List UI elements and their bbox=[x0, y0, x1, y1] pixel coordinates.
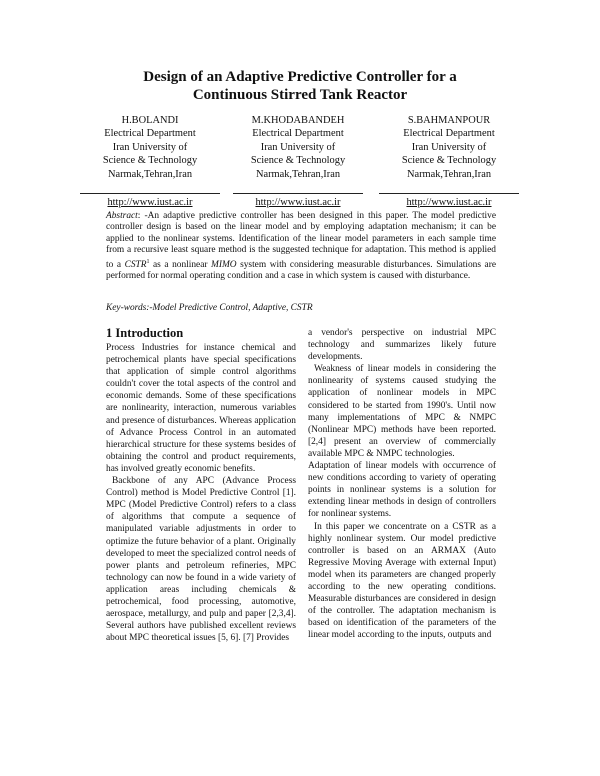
author-department: Electrical Department bbox=[403, 128, 495, 140]
author-url-link[interactable]: http://www.iust.ac.ir bbox=[379, 193, 519, 209]
abstract-footnote-mark: 1 bbox=[146, 258, 150, 265]
author-university-2: Science & Technology bbox=[401, 155, 497, 167]
abstract-mimo: MIMO bbox=[211, 259, 237, 270]
author-url-link[interactable]: http://www.iust.ac.ir bbox=[80, 193, 220, 209]
abstract-text-3: system with considering measurable disturbances. Simulations are performed for normal operating condition and a case in which system is caused with disturbance. bbox=[106, 259, 496, 282]
author-university-2: Science & Technology bbox=[102, 155, 198, 167]
author-department: Electrical Department bbox=[252, 128, 344, 140]
author-university: Iran University of bbox=[260, 141, 336, 153]
section-heading: 1 Introduction bbox=[106, 326, 184, 340]
title-line-1: Design of an Adaptive Predictive Controller for a bbox=[143, 69, 457, 85]
abstract-text-2: as a nonlinear bbox=[149, 259, 212, 270]
author-city: Narmak,Tehran,Iran bbox=[107, 168, 193, 180]
paragraph: Backbone of any APC (Advance Process Control) method is Model Predictive Control [1]. MPC (Model Predictive Control) refers to a class of algorithms that compute a sequence of manipulated variable adjustments in order to optimize the future behavior of a plant. Originally developed to meet the specialized control needs of power plants and petroleum refineries, MPC technology can now be found in a wide variety of application areas including chemicals & petrochemical, food processing, automotive, aerospace, metallurgy, and pulp and paper [2,3,4]. Several authors have published excellent reviews about MPC theoretical issues [5, 6]. [7] Provides bbox=[106, 476, 296, 644]
author-name: S.BAHMANPOUR bbox=[407, 115, 491, 126]
author-block-1 bbox=[80, 114, 220, 209]
paragraph: Weakness of linear models in considering the nonlinearity of systems caused studying the application of nonlinear models in MPC considered to be started from 1990's. Until now many implementations of MPC & NMPC (Nonlinear MPC) methods have been reported. [2,4] present an overview of commercially available MPC & NMPC technologies. bbox=[308, 364, 496, 459]
author-block-3 bbox=[379, 114, 519, 209]
author-url-link[interactable]: http://www.iust.ac.ir bbox=[233, 193, 363, 209]
abstract bbox=[106, 211, 496, 283]
abstract-text: : -An adaptive predictive controller has been designed in this paper. The model predictive controller design is based on the linear model and by employing adaptation mechanism; it can be applied to the nonlinear systems. Identification of the linear model parameters in each sample time from a recursive least square method is the suggested technique for adaptation. This method is applied to a bbox=[106, 211, 496, 270]
author-university: Iran University of bbox=[411, 141, 487, 153]
left-column bbox=[106, 326, 296, 644]
paragraph: a vendor's perspective on industrial MPC technology and summarizes likely future developments. bbox=[308, 328, 496, 363]
author-name: M.KHODABANDEH bbox=[251, 115, 345, 126]
paragraph: Adaptation of linear models with occurrence of new conditions according to variety of operating points in nonlinear systems is a solution for extending linear methods in design of controllers for nonlinear systems. bbox=[308, 461, 496, 520]
abstract-cstr: CSTR bbox=[124, 259, 147, 270]
abstract-label: Abstract bbox=[106, 211, 138, 221]
author-name: H.BOLANDI bbox=[121, 115, 179, 126]
paper-title bbox=[100, 68, 500, 104]
keywords: Key-words:-Model Predictive Control, Adaptive, CSTR bbox=[106, 303, 313, 313]
right-column bbox=[308, 327, 496, 641]
author-department: Electrical Department bbox=[104, 128, 196, 140]
author-university-2: Science & Technology bbox=[250, 155, 346, 167]
paragraph: Process Industries for instance chemical and petrochemical plants have special specifications that application of simple control algorithms couldn't cover the total aspects of the control and economic demands. Some of these specifications are nonlinearity, interaction, numerous variables and presence of disturbances. Whereas application of Advance Process Control in an automated hierarchical structure for these systems besides of obtaining the control and product requirements, has involved greatly economic benefits. bbox=[106, 343, 296, 474]
author-university: Iran University of bbox=[112, 141, 188, 153]
author-block-2 bbox=[228, 114, 368, 209]
author-city: Narmak,Tehran,Iran bbox=[255, 168, 341, 180]
author-city: Narmak,Tehran,Iran bbox=[406, 168, 492, 180]
paragraph: In this paper we concentrate on a CSTR as a highly nonlinear system. Our model predictive controller is based on an ARMAX (Auto Regressive Moving Average with external Input) model when its parameters are changed properly according to the new operating conditions. Measurable disturbances are considered in design of the controller. The adaptation mechanism is based on identification of the parameters of the linear model according to the inputs, outputs and bbox=[308, 521, 496, 641]
title-line-2: Continuous Stirred Tank Reactor bbox=[192, 87, 408, 103]
